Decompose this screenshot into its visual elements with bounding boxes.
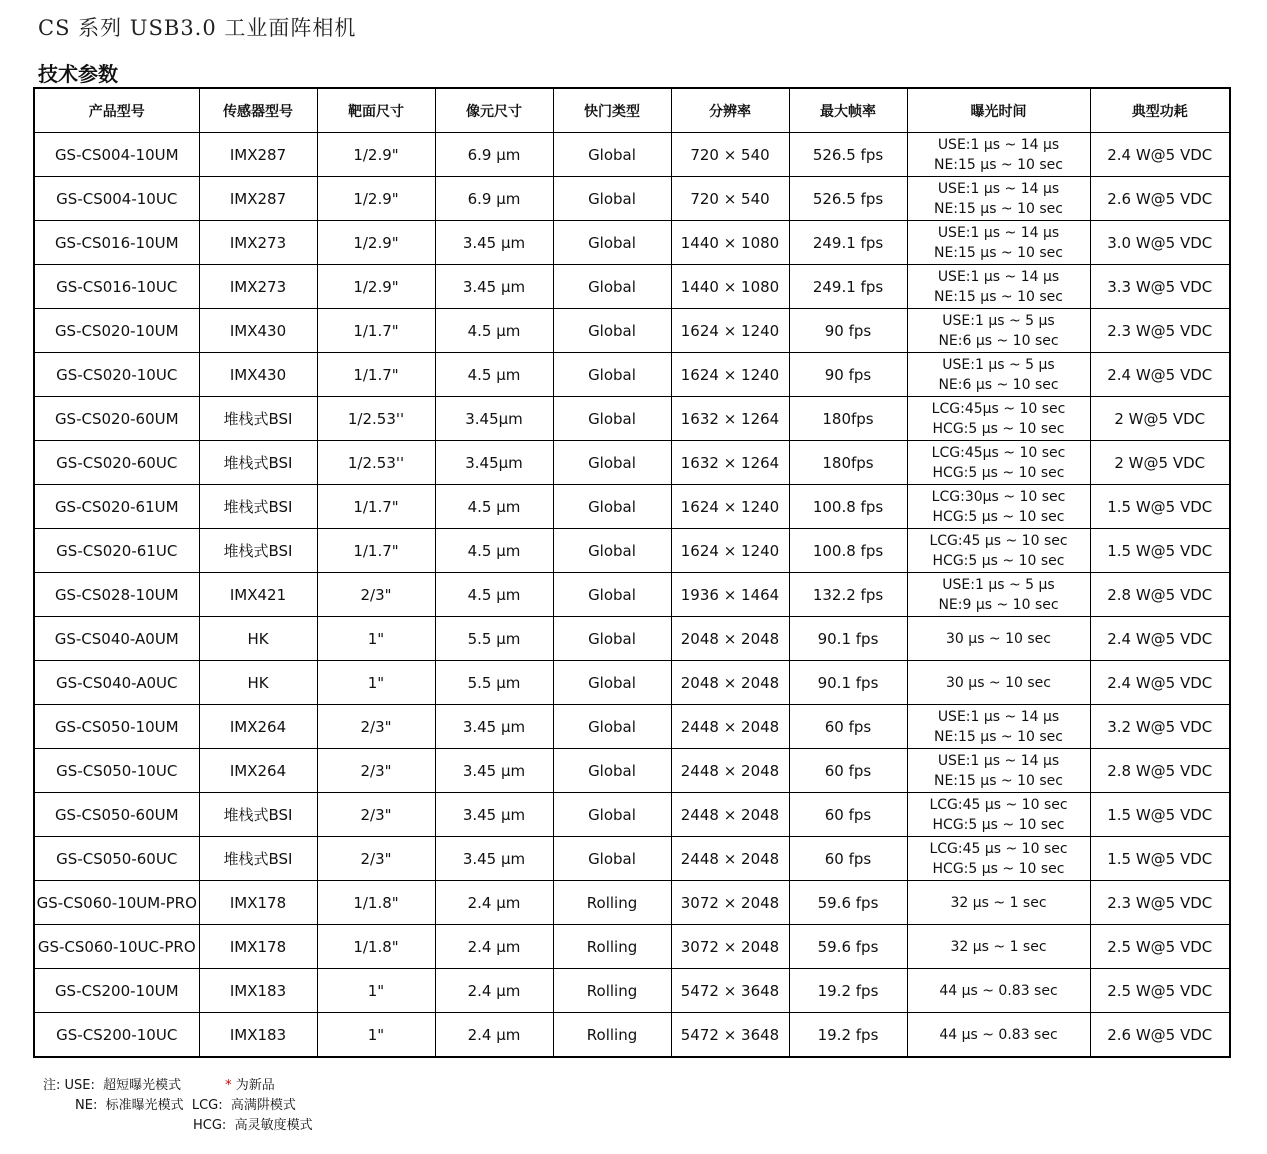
col-power-cell: 3.0 W@5 VDC <box>1090 221 1230 265</box>
col-shutter-cell: Rolling <box>553 1013 671 1058</box>
spec-table <box>33 87 1231 1058</box>
col-sensor-size-cell: 1" <box>317 617 435 661</box>
col-resolution-cell: 1624 × 1240 <box>671 309 789 353</box>
col-sensor-size-cell: 1/1.7" <box>317 353 435 397</box>
col-shutter-cell: Global <box>553 485 671 529</box>
col-sensor-cell: HK <box>199 617 317 661</box>
col-sensor-size-cell: 1/1.8" <box>317 925 435 969</box>
col-model-cell: GS-CS020-10UC <box>34 353 199 397</box>
col-max-framerate-cell: 526.5 fps <box>789 177 907 221</box>
col-model-cell: GS-CS004-10UC <box>34 177 199 221</box>
col-sensor-cell: 堆栈式BSI <box>199 529 317 573</box>
col-model-cell: GS-CS020-61UM <box>34 485 199 529</box>
col-max-framerate-cell: 249.1 fps <box>789 221 907 265</box>
exposure-line-2: HCG:5 μs ~ 10 sec <box>932 420 1065 437</box>
col-pixel-size-cell: 3.45 μm <box>435 837 553 881</box>
col-sensor-size-cell: 1" <box>317 1013 435 1058</box>
exposure-line-2: NE:6 μs ~ 10 sec <box>938 376 1059 393</box>
note-line-2: NE: 标准曝光模式 LCG: 高满阱模式 <box>75 1098 296 1113</box>
col-shutter-cell: Rolling <box>553 969 671 1013</box>
exposure-line-1: 44 μs ~ 0.83 sec <box>939 982 1058 999</box>
col-power-cell: 3.3 W@5 VDC <box>1090 265 1230 309</box>
exposure-line-1: 32 μs ~ 1 sec <box>950 938 1047 955</box>
exposure-line-1: LCG:45 μs ~ 10 sec <box>929 532 1068 549</box>
table-row <box>34 133 1230 177</box>
exposure-line-1: 44 μs ~ 0.83 sec <box>939 1026 1058 1043</box>
col-max-framerate-cell: 132.2 fps <box>789 573 907 617</box>
col-shutter-cell: Global <box>553 133 671 177</box>
col-pixel-size-cell: 3.45 μm <box>435 705 553 749</box>
col-exposure-cell <box>907 969 1090 1013</box>
col-power-cell: 2.3 W@5 VDC <box>1090 881 1230 925</box>
col-shutter-cell: Global <box>553 177 671 221</box>
table-row <box>34 705 1230 749</box>
col-max-framerate-cell: 90.1 fps <box>789 661 907 705</box>
table-row <box>34 837 1230 881</box>
col-sensor-cell: 堆栈式BSI <box>199 485 317 529</box>
col-pixel-size-cell: 4.5 μm <box>435 529 553 573</box>
col-pixel-size-cell: 3.45μm <box>435 441 553 485</box>
col-sensor-size-cell: 1" <box>317 661 435 705</box>
table-row <box>34 969 1230 1013</box>
col-model-cell: GS-CS050-10UC <box>34 749 199 793</box>
col-exposure-cell <box>907 705 1090 749</box>
col-exposure-cell <box>907 485 1090 529</box>
exposure-line-2: HCG:5 μs ~ 10 sec <box>932 816 1065 833</box>
exposure-line-1: USE:1 μs ~ 14 μs <box>937 268 1060 285</box>
table-row <box>34 749 1230 793</box>
col-sensor-cell: IMX183 <box>199 1013 317 1058</box>
table-header-row <box>34 88 1230 133</box>
exposure-line-2: NE:9 μs ~ 10 sec <box>938 596 1059 613</box>
table-row <box>34 177 1230 221</box>
col-exposure-cell <box>907 925 1090 969</box>
exposure-line-2: NE:15 μs ~ 10 sec <box>933 244 1063 261</box>
col-shutter-cell: Rolling <box>553 925 671 969</box>
col-max-framerate-cell: 90 fps <box>789 353 907 397</box>
col-exposure-cell <box>907 309 1090 353</box>
col-power-header: 典型功耗 <box>1090 88 1230 133</box>
col-resolution-cell: 2448 × 2048 <box>671 837 789 881</box>
col-exposure-cell <box>907 177 1090 221</box>
col-power-cell: 2.5 W@5 VDC <box>1090 969 1230 1013</box>
col-sensor-size-cell: 1/1.7" <box>317 485 435 529</box>
col-sensor-size-cell: 1/2.9" <box>317 265 435 309</box>
note-new: 为新品 <box>231 1078 275 1093</box>
col-pixel-size-cell: 5.5 μm <box>435 661 553 705</box>
col-pixel-size-cell: 3.45 μm <box>435 749 553 793</box>
col-max-framerate-header: 最大帧率 <box>789 88 907 133</box>
col-sensor-size-cell: 1/2.53'' <box>317 397 435 441</box>
col-resolution-cell: 2448 × 2048 <box>671 793 789 837</box>
table-row <box>34 925 1230 969</box>
table-row <box>34 221 1230 265</box>
exposure-line-1: USE:1 μs ~ 5 μs <box>942 312 1055 329</box>
col-exposure-cell <box>907 1013 1090 1058</box>
col-resolution-cell: 720 × 540 <box>671 133 789 177</box>
exposure-line-2: NE:15 μs ~ 10 sec <box>933 728 1063 745</box>
col-sensor-size-cell: 2/3" <box>317 793 435 837</box>
col-sensor-cell: IMX264 <box>199 705 317 749</box>
col-pixel-size-cell: 2.4 μm <box>435 881 553 925</box>
col-sensor-cell: IMX287 <box>199 133 317 177</box>
col-resolution-cell: 1624 × 1240 <box>671 485 789 529</box>
col-sensor-header: 传感器型号 <box>199 88 317 133</box>
col-resolution-cell: 2448 × 2048 <box>671 749 789 793</box>
col-sensor-cell: IMX430 <box>199 309 317 353</box>
exposure-line-2: NE:15 μs ~ 10 sec <box>933 772 1063 789</box>
col-shutter-cell: Global <box>553 353 671 397</box>
col-max-framerate-cell: 90.1 fps <box>789 617 907 661</box>
col-power-cell: 2.4 W@5 VDC <box>1090 353 1230 397</box>
col-sensor-size-cell: 2/3" <box>317 837 435 881</box>
col-pixel-size-cell: 5.5 μm <box>435 617 553 661</box>
col-shutter-cell: Global <box>553 573 671 617</box>
col-sensor-size-cell: 1/2.9" <box>317 177 435 221</box>
exposure-line-2: NE:15 μs ~ 10 sec <box>933 288 1063 305</box>
note-line-3: HCG: 高灵敏度模式 <box>193 1118 313 1133</box>
col-power-cell: 2 W@5 VDC <box>1090 397 1230 441</box>
col-max-framerate-cell: 60 fps <box>789 749 907 793</box>
col-sensor-cell: 堆栈式BSI <box>199 397 317 441</box>
col-max-framerate-cell: 59.6 fps <box>789 881 907 925</box>
col-sensor-size-cell: 2/3" <box>317 749 435 793</box>
col-shutter-cell: Global <box>553 529 671 573</box>
col-resolution-cell: 3072 × 2048 <box>671 925 789 969</box>
exposure-line-2: NE:6 μs ~ 10 sec <box>938 332 1059 349</box>
col-sensor-size-cell: 1/2.9" <box>317 133 435 177</box>
col-resolution-cell: 1624 × 1240 <box>671 353 789 397</box>
col-sensor-cell: IMX273 <box>199 221 317 265</box>
col-resolution-cell: 1632 × 1264 <box>671 441 789 485</box>
col-resolution-header: 分辨率 <box>671 88 789 133</box>
col-model-cell: GS-CS016-10UC <box>34 265 199 309</box>
col-exposure-cell <box>907 749 1090 793</box>
col-power-cell: 2.4 W@5 VDC <box>1090 617 1230 661</box>
exposure-line-1: USE:1 μs ~ 14 μs <box>937 136 1060 153</box>
exposure-line-1: LCG:45 μs ~ 10 sec <box>929 840 1068 857</box>
col-exposure-cell <box>907 793 1090 837</box>
col-shutter-cell: Global <box>553 441 671 485</box>
col-resolution-cell: 1936 × 1464 <box>671 573 789 617</box>
col-pixel-size-cell: 3.45 μm <box>435 793 553 837</box>
col-exposure-cell <box>907 617 1090 661</box>
col-model-cell: GS-CS016-10UM <box>34 221 199 265</box>
col-sensor-cell: IMX421 <box>199 573 317 617</box>
exposure-line-1: USE:1 μs ~ 14 μs <box>937 180 1060 197</box>
col-pixel-size-cell: 3.45 μm <box>435 221 553 265</box>
col-power-cell: 2.5 W@5 VDC <box>1090 925 1230 969</box>
col-sensor-cell: 堆栈式BSI <box>199 793 317 837</box>
col-sensor-size-cell: 2/3" <box>317 573 435 617</box>
col-resolution-cell: 1632 × 1264 <box>671 397 789 441</box>
table-row <box>34 441 1230 485</box>
col-pixel-size-cell: 2.4 μm <box>435 969 553 1013</box>
col-resolution-cell: 2048 × 2048 <box>671 661 789 705</box>
col-sensor-size-cell: 1" <box>317 969 435 1013</box>
col-sensor-cell: HK <box>199 661 317 705</box>
exposure-line-1: LCG:45μs ~ 10 sec <box>931 400 1066 417</box>
col-max-framerate-cell: 19.2 fps <box>789 969 907 1013</box>
col-sensor-size-cell: 1/1.7" <box>317 529 435 573</box>
col-exposure-cell <box>907 265 1090 309</box>
col-model-cell: GS-CS020-61UC <box>34 529 199 573</box>
col-model-cell: GS-CS020-60UC <box>34 441 199 485</box>
exposure-line-1: LCG:45 μs ~ 10 sec <box>929 796 1068 813</box>
col-resolution-cell: 2448 × 2048 <box>671 705 789 749</box>
col-pixel-size-cell: 3.45μm <box>435 397 553 441</box>
exposure-line-2: HCG:5 μs ~ 10 sec <box>932 860 1065 877</box>
col-power-cell: 2.6 W@5 VDC <box>1090 1013 1230 1058</box>
col-max-framerate-cell: 100.8 fps <box>789 485 907 529</box>
col-resolution-cell: 5472 × 3648 <box>671 1013 789 1058</box>
col-exposure-cell <box>907 529 1090 573</box>
exposure-line-1: 32 μs ~ 1 sec <box>950 894 1047 911</box>
col-shutter-cell: Global <box>553 749 671 793</box>
col-power-cell: 3.2 W@5 VDC <box>1090 705 1230 749</box>
exposure-line-1: LCG:30μs ~ 10 sec <box>931 488 1066 505</box>
col-shutter-cell: Rolling <box>553 881 671 925</box>
col-power-cell: 2.6 W@5 VDC <box>1090 177 1230 221</box>
note-line-1 <box>43 1076 313 1096</box>
col-power-cell: 2.4 W@5 VDC <box>1090 133 1230 177</box>
col-pixel-size-header: 像元尺寸 <box>435 88 553 133</box>
new-marker: * <box>225 1078 232 1093</box>
col-shutter-header: 快门类型 <box>553 88 671 133</box>
exposure-line-1: LCG:45μs ~ 10 sec <box>931 444 1066 461</box>
col-max-framerate-cell: 180fps <box>789 441 907 485</box>
table-row <box>34 881 1230 925</box>
col-exposure-cell <box>907 837 1090 881</box>
note-use: 注: USE: 超短曝光模式 <box>43 1078 182 1093</box>
col-exposure-cell <box>907 661 1090 705</box>
table-row <box>34 529 1230 573</box>
col-model-cell: GS-CS050-10UM <box>34 705 199 749</box>
col-max-framerate-cell: 60 fps <box>789 793 907 837</box>
col-sensor-size-cell: 2/3" <box>317 705 435 749</box>
col-shutter-cell: Global <box>553 705 671 749</box>
col-max-framerate-cell: 180fps <box>789 397 907 441</box>
col-model-cell: GS-CS060-10UM-PRO <box>34 881 199 925</box>
col-resolution-cell: 720 × 540 <box>671 177 789 221</box>
exposure-line-2: HCG:5 μs ~ 10 sec <box>932 464 1065 481</box>
col-power-cell: 2.4 W@5 VDC <box>1090 661 1230 705</box>
col-shutter-cell: Global <box>553 265 671 309</box>
col-resolution-cell: 3072 × 2048 <box>671 881 789 925</box>
exposure-line-2: HCG:5 μs ~ 10 sec <box>932 552 1065 569</box>
table-row <box>34 573 1230 617</box>
col-max-framerate-cell: 100.8 fps <box>789 529 907 573</box>
col-sensor-size-cell: 1/2.9" <box>317 221 435 265</box>
footnotes <box>43 1076 313 1136</box>
table-row <box>34 309 1230 353</box>
col-model-header: 产品型号 <box>34 88 199 133</box>
col-pixel-size-cell: 4.5 μm <box>435 353 553 397</box>
col-power-cell: 1.5 W@5 VDC <box>1090 793 1230 837</box>
col-sensor-cell: 堆栈式BSI <box>199 837 317 881</box>
col-exposure-cell <box>907 221 1090 265</box>
col-sensor-cell: 堆栈式BSI <box>199 441 317 485</box>
col-shutter-cell: Global <box>553 617 671 661</box>
col-power-cell: 1.5 W@5 VDC <box>1090 837 1230 881</box>
col-power-cell: 2.8 W@5 VDC <box>1090 749 1230 793</box>
document-title: CS 系列 USB3.0 工业面阵相机 <box>38 16 357 40</box>
col-resolution-cell: 1440 × 1080 <box>671 265 789 309</box>
col-resolution-cell: 1624 × 1240 <box>671 529 789 573</box>
col-shutter-cell: Global <box>553 793 671 837</box>
col-sensor-size-cell: 1/1.7" <box>317 309 435 353</box>
col-model-cell: GS-CS200-10UC <box>34 1013 199 1058</box>
col-resolution-cell: 1440 × 1080 <box>671 221 789 265</box>
exposure-line-1: 30 μs ~ 10 sec <box>946 630 1051 647</box>
exposure-line-1: USE:1 μs ~ 5 μs <box>942 356 1055 373</box>
col-resolution-cell: 5472 × 3648 <box>671 969 789 1013</box>
col-sensor-cell: IMX178 <box>199 925 317 969</box>
col-exposure-cell <box>907 397 1090 441</box>
col-sensor-cell: IMX430 <box>199 353 317 397</box>
col-shutter-cell: Global <box>553 397 671 441</box>
table-row <box>34 661 1230 705</box>
col-exposure-cell <box>907 881 1090 925</box>
table-row <box>34 485 1230 529</box>
col-model-cell: GS-CS020-10UM <box>34 309 199 353</box>
col-shutter-cell: Global <box>553 309 671 353</box>
exposure-line-1: USE:1 μs ~ 5 μs <box>942 576 1055 593</box>
col-pixel-size-cell: 2.4 μm <box>435 1013 553 1058</box>
col-model-cell: GS-CS040-A0UM <box>34 617 199 661</box>
col-exposure-header: 曝光时间 <box>907 88 1090 133</box>
col-shutter-cell: Global <box>553 837 671 881</box>
table-row <box>34 1013 1230 1058</box>
col-exposure-cell <box>907 441 1090 485</box>
exposure-line-2: NE:15 μs ~ 10 sec <box>933 200 1063 217</box>
col-max-framerate-cell: 249.1 fps <box>789 265 907 309</box>
col-model-cell: GS-CS200-10UM <box>34 969 199 1013</box>
col-power-cell: 2 W@5 VDC <box>1090 441 1230 485</box>
col-pixel-size-cell: 4.5 μm <box>435 309 553 353</box>
col-max-framerate-cell: 59.6 fps <box>789 925 907 969</box>
col-model-cell: GS-CS060-10UC-PRO <box>34 925 199 969</box>
col-sensor-size-header: 靶面尺寸 <box>317 88 435 133</box>
col-model-cell: GS-CS020-60UM <box>34 397 199 441</box>
table-row <box>34 397 1230 441</box>
exposure-line-1: USE:1 μs ~ 14 μs <box>937 224 1060 241</box>
col-power-cell: 1.5 W@5 VDC <box>1090 529 1230 573</box>
col-sensor-cell: IMX183 <box>199 969 317 1013</box>
exposure-line-2: NE:15 μs ~ 10 sec <box>933 156 1063 173</box>
table-body <box>34 133 1230 1058</box>
exposure-line-1: 30 μs ~ 10 sec <box>946 674 1051 691</box>
col-exposure-cell <box>907 573 1090 617</box>
col-sensor-cell: IMX287 <box>199 177 317 221</box>
col-power-cell: 2.8 W@5 VDC <box>1090 573 1230 617</box>
col-max-framerate-cell: 526.5 fps <box>789 133 907 177</box>
col-model-cell: GS-CS004-10UM <box>34 133 199 177</box>
col-sensor-cell: IMX273 <box>199 265 317 309</box>
col-pixel-size-cell: 2.4 μm <box>435 925 553 969</box>
col-pixel-size-cell: 3.45 μm <box>435 265 553 309</box>
exposure-line-1: USE:1 μs ~ 14 μs <box>937 752 1060 769</box>
col-max-framerate-cell: 90 fps <box>789 309 907 353</box>
col-max-framerate-cell: 19.2 fps <box>789 1013 907 1058</box>
col-power-cell: 1.5 W@5 VDC <box>1090 485 1230 529</box>
col-max-framerate-cell: 60 fps <box>789 837 907 881</box>
table-row <box>34 265 1230 309</box>
col-shutter-cell: Global <box>553 661 671 705</box>
col-sensor-size-cell: 1/2.53'' <box>317 441 435 485</box>
col-pixel-size-cell: 4.5 μm <box>435 485 553 529</box>
col-max-framerate-cell: 60 fps <box>789 705 907 749</box>
col-sensor-cell: IMX264 <box>199 749 317 793</box>
col-resolution-cell: 2048 × 2048 <box>671 617 789 661</box>
col-power-cell: 2.3 W@5 VDC <box>1090 309 1230 353</box>
table-row <box>34 353 1230 397</box>
col-model-cell: GS-CS050-60UM <box>34 793 199 837</box>
col-model-cell: GS-CS028-10UM <box>34 573 199 617</box>
exposure-line-2: HCG:5 μs ~ 10 sec <box>932 508 1065 525</box>
table-row <box>34 617 1230 661</box>
col-model-cell: GS-CS050-60UC <box>34 837 199 881</box>
exposure-line-1: USE:1 μs ~ 14 μs <box>937 708 1060 725</box>
col-pixel-size-cell: 6.9 μm <box>435 177 553 221</box>
col-exposure-cell <box>907 353 1090 397</box>
section-title: 技术参数 <box>38 62 118 86</box>
col-sensor-size-cell: 1/1.8" <box>317 881 435 925</box>
table-row <box>34 793 1230 837</box>
col-model-cell: GS-CS040-A0UC <box>34 661 199 705</box>
col-shutter-cell: Global <box>553 221 671 265</box>
col-sensor-cell: IMX178 <box>199 881 317 925</box>
col-exposure-cell <box>907 133 1090 177</box>
col-pixel-size-cell: 4.5 μm <box>435 573 553 617</box>
col-pixel-size-cell: 6.9 μm <box>435 133 553 177</box>
